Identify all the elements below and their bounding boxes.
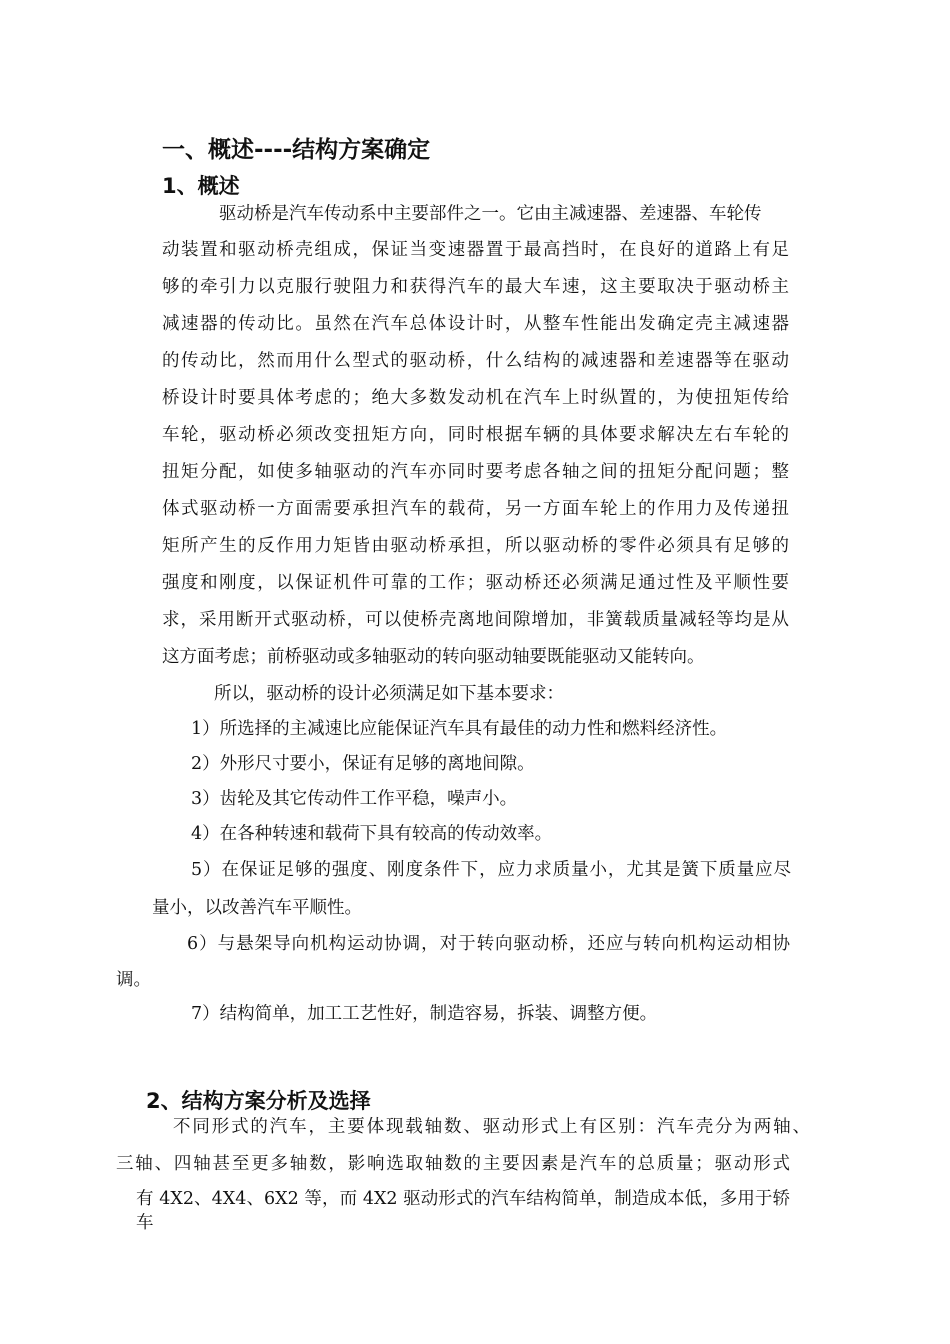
paragraph-line: 强度和刚度，以保证机件可靠的工作；驱动桥还必须满足通过性及平顺性要: [162, 573, 789, 593]
section-heading: 一、概述----结构方案确定: [162, 137, 431, 163]
list-item: 7）结构简单，加工工艺性好，制造容易，拆装、调整方便。: [191, 1004, 658, 1024]
list-item: 3）齿轮及其它传动件工作平稳，噪声小。: [191, 789, 518, 809]
paragraph-line: 矩所产生的反作用力矩皆由驱动桥承担，所以驱动桥的零件必须具有足够的: [162, 536, 789, 556]
paragraph-line: 这方面考虑；前桥驱动或多轴驱动的转向驱动轴要既能驱动又能转向。: [162, 647, 705, 667]
list-item: 2）外形尺寸要小，保证有足够的离地间隙。: [191, 754, 535, 774]
paragraph-line: 减速器的传动比。虽然在汽车总体设计时，从整车性能出发确定壳主减速器: [162, 314, 789, 334]
paragraph-line: 求，采用断开式驱动桥，可以使桥壳离地间隙增加，非簧载质量减轻等均是从: [162, 610, 789, 630]
paragraph-line: 三轴、四轴甚至更多轴数，影响选取轴数的主要因素是汽车的总质量；驱动形式: [116, 1154, 790, 1174]
paragraph-line: 体式驱动桥一方面需要承担汽车的载荷，另一方面车轮上的作用力及传递扭: [162, 499, 789, 519]
paragraph-line: 桥设计时要具体考虑的；绝大多数发动机在汽车上时纵置的，为使扭矩传给: [162, 388, 789, 408]
paragraph-line: 车轮，驱动桥必须改变扭矩方向，同时根据车辆的具体要求解决左右车轮的: [162, 425, 789, 445]
requirements-intro: 所以，驱动桥的设计必须满足如下基本要求：: [214, 684, 564, 704]
subsection-heading-overview: 1、概述: [162, 174, 240, 198]
paragraph-line: 有 4X2、4X4、6X2 等，而 4X2 驱动形式的汽车结构简单，制造成本低，多用于轿车: [136, 1189, 790, 1233]
subsection-heading-structure-analysis: 2、结构方案分析及选择: [146, 1089, 371, 1113]
paragraph-line: 的传动比，然而用什么型式的驱动桥，什么结构的减速器和差速器等在驱动: [162, 351, 789, 371]
list-item: 6）与悬架导向机构运动协调，对于转向驱动桥，还应与转向机构运动相协: [187, 934, 790, 954]
paragraph-line: 够的牵引力以克服行驶阻力和获得汽车的最大车速，这主要取决于驱动桥主: [162, 277, 789, 297]
list-item: 1）所选择的主减速比应能保证汽车具有最佳的动力性和燃料经济性。: [191, 719, 728, 739]
list-item: 5）在保证足够的强度、刚度条件下，应力求质量小，尤其是簧下质量应尽: [191, 860, 791, 880]
paragraph-line: 驱动桥是汽车传动系中主要部件之一。它由主减速器、差速器、车轮传: [219, 204, 762, 224]
paragraph-line: 不同形式的汽车，主要体现载轴数、驱动形式上有区别：汽车壳分为两轴、: [173, 1117, 810, 1137]
paragraph-line: 扭矩分配，如使多轴驱动的汽车亦同时要考虑各轴之间的扭矩分配问题；整: [162, 462, 789, 482]
list-item: 4）在各种转速和载荷下具有较高的传动效率。: [191, 824, 553, 844]
list-item-continuation: 量小，以改善汽车平顺性。: [152, 898, 362, 918]
list-item-continuation: 调。: [116, 970, 151, 990]
paragraph-line: 动装置和驱动桥壳组成，保证当变速器置于最高挡时，在良好的道路上有足: [162, 240, 789, 260]
